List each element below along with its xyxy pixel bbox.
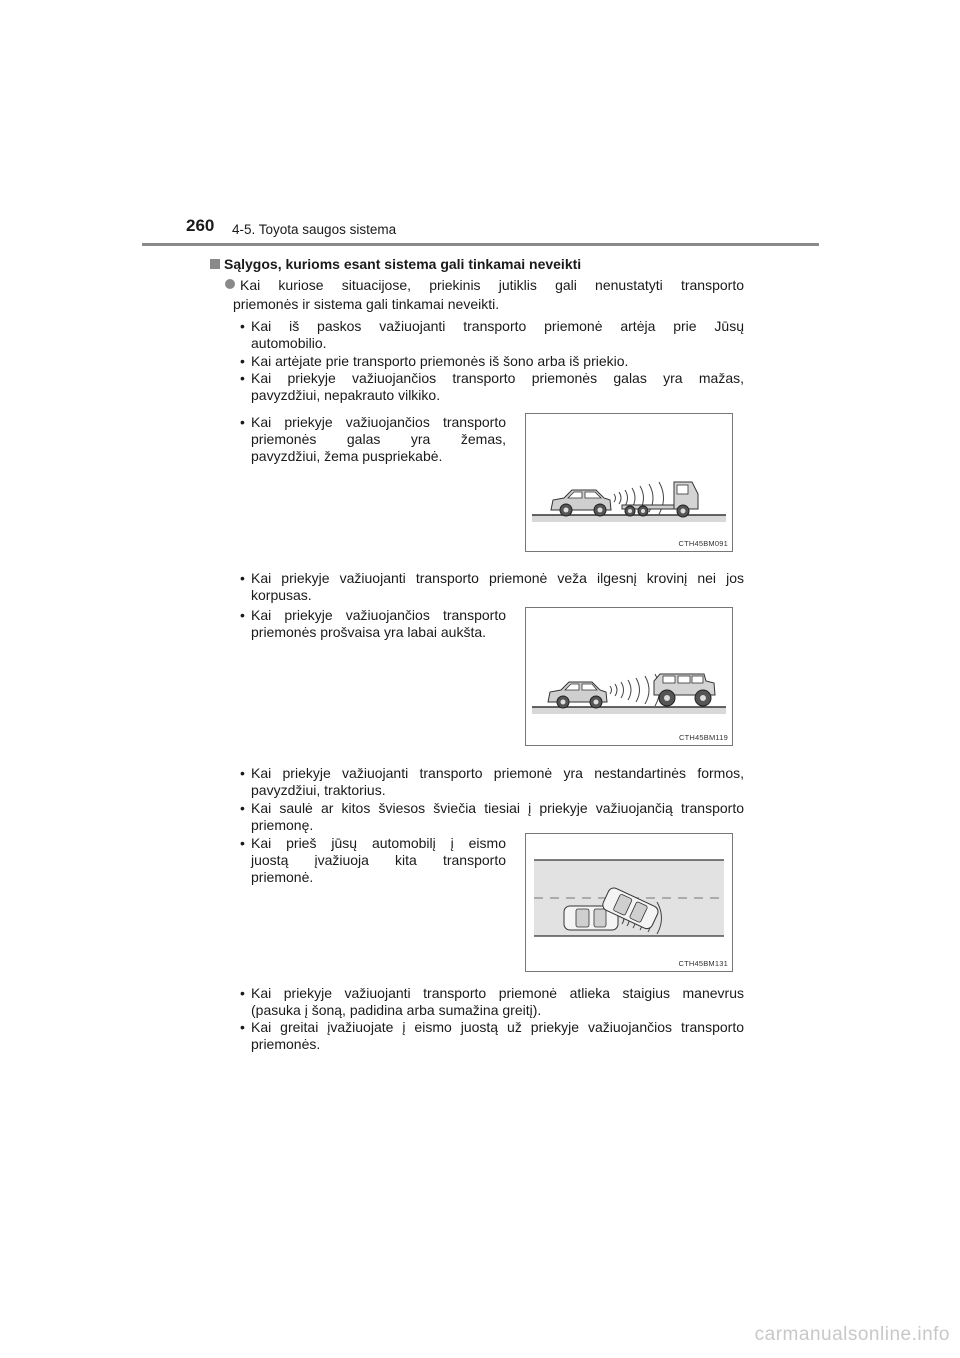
bullet-mark: • [240, 835, 245, 851]
bullet-mark: • [240, 985, 245, 1001]
bullet-item: • Kai priekyje važiuojanti transporto priemonė atlieka staigius manevrus (pasuka į šoną, padidina arba sumažina greitį). [240, 985, 744, 1018]
bullet-item: • Kai greitai įvažiuojate į eismo juostą už priekyje važiuojančios transporto priemonės. [240, 1019, 744, 1052]
square-bullet-icon [210, 259, 220, 269]
bullet-item: • Kai priekyje važiuojanti transporto priemonė yra nestandartinės formos, pavyzdžiui, traktorius. [240, 765, 744, 798]
bullet-mark: • [240, 765, 245, 781]
bullet-mark: • [240, 370, 245, 386]
bullet-mark: • [240, 607, 245, 623]
page-number: 260 [186, 216, 215, 235]
bullet-item: • Kai priekyje važiuojančios transporto priemonės prošvaisa yra labai aukšta. [240, 607, 506, 640]
section-title: 4-5. Toyota saugos sistema [232, 222, 397, 237]
subsection-heading [210, 256, 581, 272]
figure-code: CTH45BM091 [678, 539, 728, 548]
trailer-illustration [526, 414, 732, 551]
figure-trailer-low-rear [525, 413, 733, 552]
bullet-item: • Kai prieš jūsų automobilį į eismo juostą įvažiuoja kita transporto priemonė. [240, 835, 506, 885]
bullet-item: • Kai priekyje važiuojančios transporto priemonės galas yra mažas, pavyzdžiui, nepakrauto vilkiko. [240, 370, 744, 403]
intro-line-1: Kai kuriose situacijose, priekinis jutiklis gali nenustatyti transporto [240, 277, 744, 293]
bullet-mark: • [240, 800, 245, 816]
bullet-item: • Kai priekyje važiuojanti transporto priemonė veža ilgesnį krovinį nei jos korpusas. [240, 570, 744, 603]
bullet-mark: • [240, 414, 245, 430]
figure-cut-in [525, 833, 733, 972]
intro-paragraph [240, 276, 744, 296]
high-clearance-illustration [526, 608, 732, 745]
bullet-item: • Kai saulė ar kitos šviesos šviečia tiesiai į priekyje važiuojančią transporto priemonę. [240, 800, 744, 833]
bullet-item: • Kai priekyje važiuojančios transporto priemonės galas yra žemas, pavyzdžiui, žema puspriekabė. [240, 414, 506, 464]
round-bullet-icon [225, 279, 235, 289]
heading-text: Sąlygos, kurioms esant sistema gali tinkamai neveikti [224, 256, 582, 272]
cut-in-illustration [526, 834, 732, 971]
header-divider [142, 243, 819, 246]
bullet-mark: • [240, 318, 245, 334]
bullet-mark: • [240, 570, 245, 586]
bullet-item: • Kai iš paskos važiuojanti transporto priemonė artėja prie Jūsų automobilio. [240, 318, 744, 351]
figure-high-clearance [525, 607, 733, 746]
intro-line-2: priemonės ir sistema gali tinkamai neveikti. [233, 296, 500, 312]
figure-code: CTH45BM119 [679, 733, 728, 742]
bullet-item: • Kai artėjate prie transporto priemonės iš šono arba iš priekio. [240, 353, 629, 369]
bullet-mark: • [240, 1019, 245, 1035]
figure-code: CTH45BM131 [678, 959, 728, 968]
watermark: carmanualsonline.info [754, 1324, 950, 1345]
bullet-mark: • [240, 353, 245, 369]
